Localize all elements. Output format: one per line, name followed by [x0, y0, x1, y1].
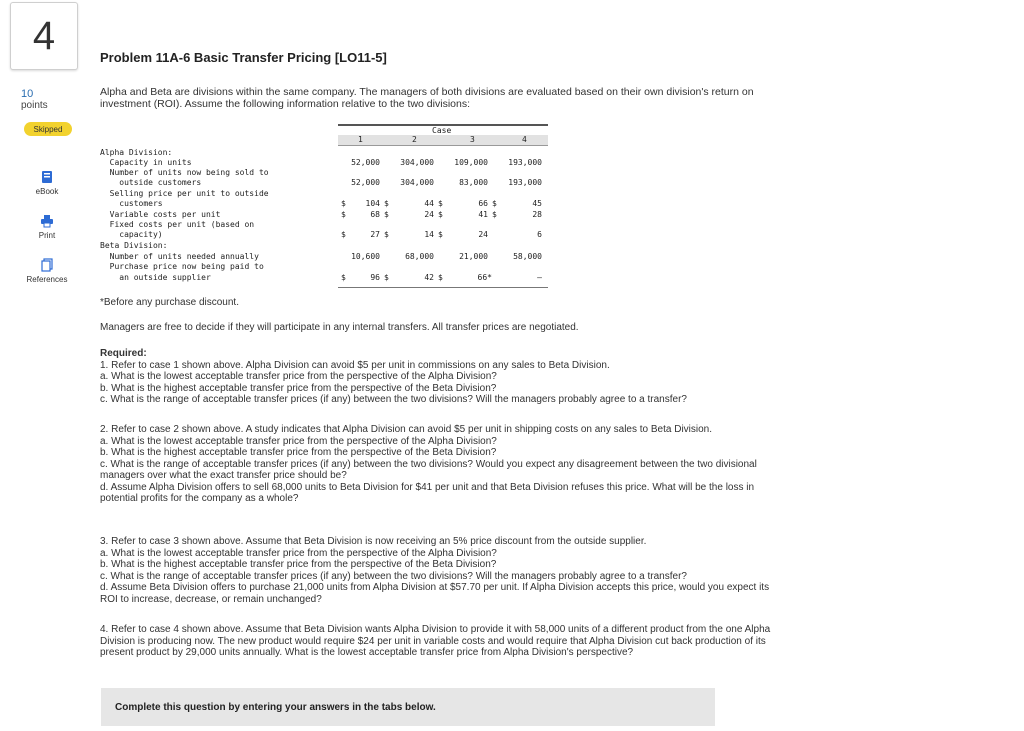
question-3 [100, 536, 780, 605]
q2-stem: 2. Refer to case 2 shown above. A study indicates that Alpha Division can avoid $5 per unit in shipping costs on any sales to Beta Division. [100, 424, 713, 435]
points-label: points [21, 100, 48, 111]
references-label: References [26, 275, 68, 284]
dollar-sign: $ [384, 230, 389, 239]
row-label: Capacity in units [100, 158, 192, 167]
dollar-sign: $ [341, 230, 346, 239]
points-info [21, 88, 48, 112]
selling-price-case-3: 66 [478, 199, 488, 208]
row-label: an outside supplier [100, 273, 211, 282]
book-icon [40, 170, 54, 184]
q3-c: c. What is the range of acceptable transfer prices (if any) between the two divisions? Will the managers probably agree to a transfer? [100, 570, 687, 582]
units-needed-case-3: 21,000 [459, 252, 488, 261]
units-needed-case-2: 68,000 [405, 252, 434, 261]
ebook-label: eBook [35, 187, 59, 196]
q1-b: b. What is the highest acceptable transfer price from the perspective of the Beta Division? [100, 382, 497, 394]
units-sold-case-3: 83,000 [459, 178, 488, 187]
row-label: Number of units needed annually [100, 252, 259, 261]
case-data-table [100, 124, 548, 294]
q1-stem: 1. Refer to case 1 shown above. Alpha Division can avoid $5 per unit in commissions on any sales to Beta Division. [100, 359, 610, 371]
dollar-sign: $ [341, 273, 346, 282]
ebook-button[interactable] [17, 170, 77, 196]
dollar-sign: $ [438, 210, 443, 219]
dollar-sign: $ [384, 210, 389, 219]
problem-intro: Alpha and Beta are divisions within the same company. The managers of both divisions are evaluated based on their own division's return on investment (ROI). Assume the following information relative to the two divisions: [100, 86, 754, 110]
variable-cost-case-2: 24 [424, 210, 434, 219]
fixed-cost-case-1: 27 [370, 230, 380, 239]
purchase-price-case-1: 96 [370, 273, 380, 282]
fixed-cost-case-3: 24 [478, 230, 488, 239]
instructions-banner [101, 688, 715, 726]
q3-stem: 3. Refer to case 3 shown above. Assume that Beta Division is now receiving an 5% price discount from the outside supplier. [100, 536, 647, 547]
q1-a: a. What is the lowest acceptable transfer price from the perspective of the Alpha Division? [100, 371, 497, 382]
case-number-header [338, 135, 548, 146]
required-label: Required: [100, 348, 147, 359]
dollar-sign: $ [341, 199, 346, 208]
case-number-3: 3 [470, 135, 475, 144]
q4-stem: 4. Refer to case 4 shown above. Assume that Beta Division wants Alpha Division to provide it with 58,000 units of a different product from the one Alpha Division is producing now. The new product would require $24 per unit in variable costs and would require that Alpha Division cut back production of its present product by 29,000 units annually. What is the lowest acceptable transfer price from Alpha Division's perspective? [100, 624, 771, 658]
row-label: customers [100, 199, 163, 208]
units-sold-case-2: 304,000 [400, 178, 434, 187]
row-label: capacity) [100, 230, 163, 239]
references-icon [40, 258, 54, 272]
printer-icon [40, 214, 54, 228]
question-number [10, 2, 78, 70]
purchase-price-case-4: – [537, 273, 542, 282]
row-label: Purchase price now being paid to [100, 262, 264, 271]
case-number-2: 2 [412, 135, 417, 144]
dollar-sign: $ [492, 199, 497, 208]
status-badge: Skipped [24, 122, 72, 136]
dollar-sign: $ [341, 210, 346, 219]
capacity-case-3: 109,000 [454, 158, 488, 167]
row-label: Beta Division: [100, 241, 168, 250]
units-needed-case-1: 10,600 [351, 252, 380, 261]
q2-c: c. What is the range of acceptable transfer prices (if any) between the two divisions? Would you expect any disagreement between the two divisional managers over what the exact transfer price should be? [100, 458, 757, 481]
q3-a: a. What is the lowest acceptable transfer price from the perspective of the Alpha Division? [100, 547, 497, 559]
purchase-price-case-2: 42 [424, 273, 434, 282]
variable-cost-case-3: 41 [478, 210, 488, 219]
question-number-text: 4 [32, 13, 56, 58]
case-number-1: 1 [358, 135, 363, 144]
q1-c: c. What is the range of acceptable transfer prices (if any) between the two divisions? Will the managers probably agree to a transfer? [100, 394, 687, 405]
print-label: Print [38, 231, 56, 240]
capacity-case-4: 193,000 [508, 158, 542, 167]
question-4 [100, 624, 780, 659]
print-button[interactable] [17, 214, 77, 240]
required-section [100, 348, 780, 406]
row-label: outside customers [100, 178, 202, 187]
case-header-label: Case [432, 126, 452, 135]
units-sold-case-4: 193,000 [508, 178, 542, 187]
fixed-cost-case-2: 14 [424, 230, 434, 239]
question-2 [100, 424, 780, 505]
purchase-price-case-3: 66* [477, 273, 492, 282]
problem-title: Problem 11A-6 Basic Transfer Pricing [LO11-5] [100, 50, 387, 65]
dollar-sign: $ [384, 273, 389, 282]
managers-note: Managers are free to decide if they will participate in any internal transfers. All transfer prices are negotiated. [100, 322, 579, 333]
case-number-4: 4 [522, 135, 527, 144]
units-needed-case-4: 58,000 [513, 252, 542, 261]
dollar-sign: $ [438, 273, 443, 282]
instructions-text: Complete this question by entering your answers in the tabs below. [115, 701, 436, 713]
q3-b: b. What is the highest acceptable transfer price from the perspective of the Beta Division? [100, 559, 497, 570]
variable-cost-case-4: 28 [532, 210, 542, 219]
fixed-cost-case-4: 6 [537, 230, 542, 239]
selling-price-case-4: 45 [532, 199, 542, 208]
row-label: Fixed costs per unit (based on [100, 220, 255, 229]
q2-b: b. What is the highest acceptable transfer price from the perspective of the Beta Division? [100, 447, 497, 458]
q2-a: a. What is the lowest acceptable transfer price from the perspective of the Alpha Division? [100, 435, 497, 447]
q3-d: d. Assume Beta Division offers to purchase 21,000 units from Alpha Division at $57.70 per unit. If Alpha Division accepts this price, would you expect its ROI to increase, decrease, or remain unchanged? [100, 582, 770, 605]
q2-d: d. Assume Alpha Division offers to sell 68,000 units to Beta Division for $41 per unit and that Beta Division refuses this price. What will be the loss in potential profits for the company as a whole? [100, 481, 755, 504]
table-bottom-rule [338, 287, 548, 288]
row-label: Alpha Division: [100, 148, 173, 157]
row-label: Variable costs per unit [100, 210, 221, 219]
dollar-sign: $ [438, 230, 443, 239]
selling-price-case-1: 104 [365, 199, 380, 208]
footnote: *Before any purchase discount. [100, 297, 239, 308]
points-value: 10 [21, 88, 34, 100]
references-button[interactable] [17, 258, 77, 284]
units-sold-case-1: 52,000 [351, 178, 380, 187]
dollar-sign: $ [492, 210, 497, 219]
dollar-sign: $ [438, 199, 443, 208]
row-label: Selling price per unit to outside [100, 189, 269, 198]
capacity-case-2: 304,000 [400, 158, 434, 167]
capacity-case-1: 52,000 [351, 158, 380, 167]
row-label: Number of units now being sold to [100, 168, 269, 177]
dollar-sign: $ [384, 199, 389, 208]
variable-cost-case-1: 68 [370, 210, 380, 219]
selling-price-case-2: 44 [424, 199, 434, 208]
